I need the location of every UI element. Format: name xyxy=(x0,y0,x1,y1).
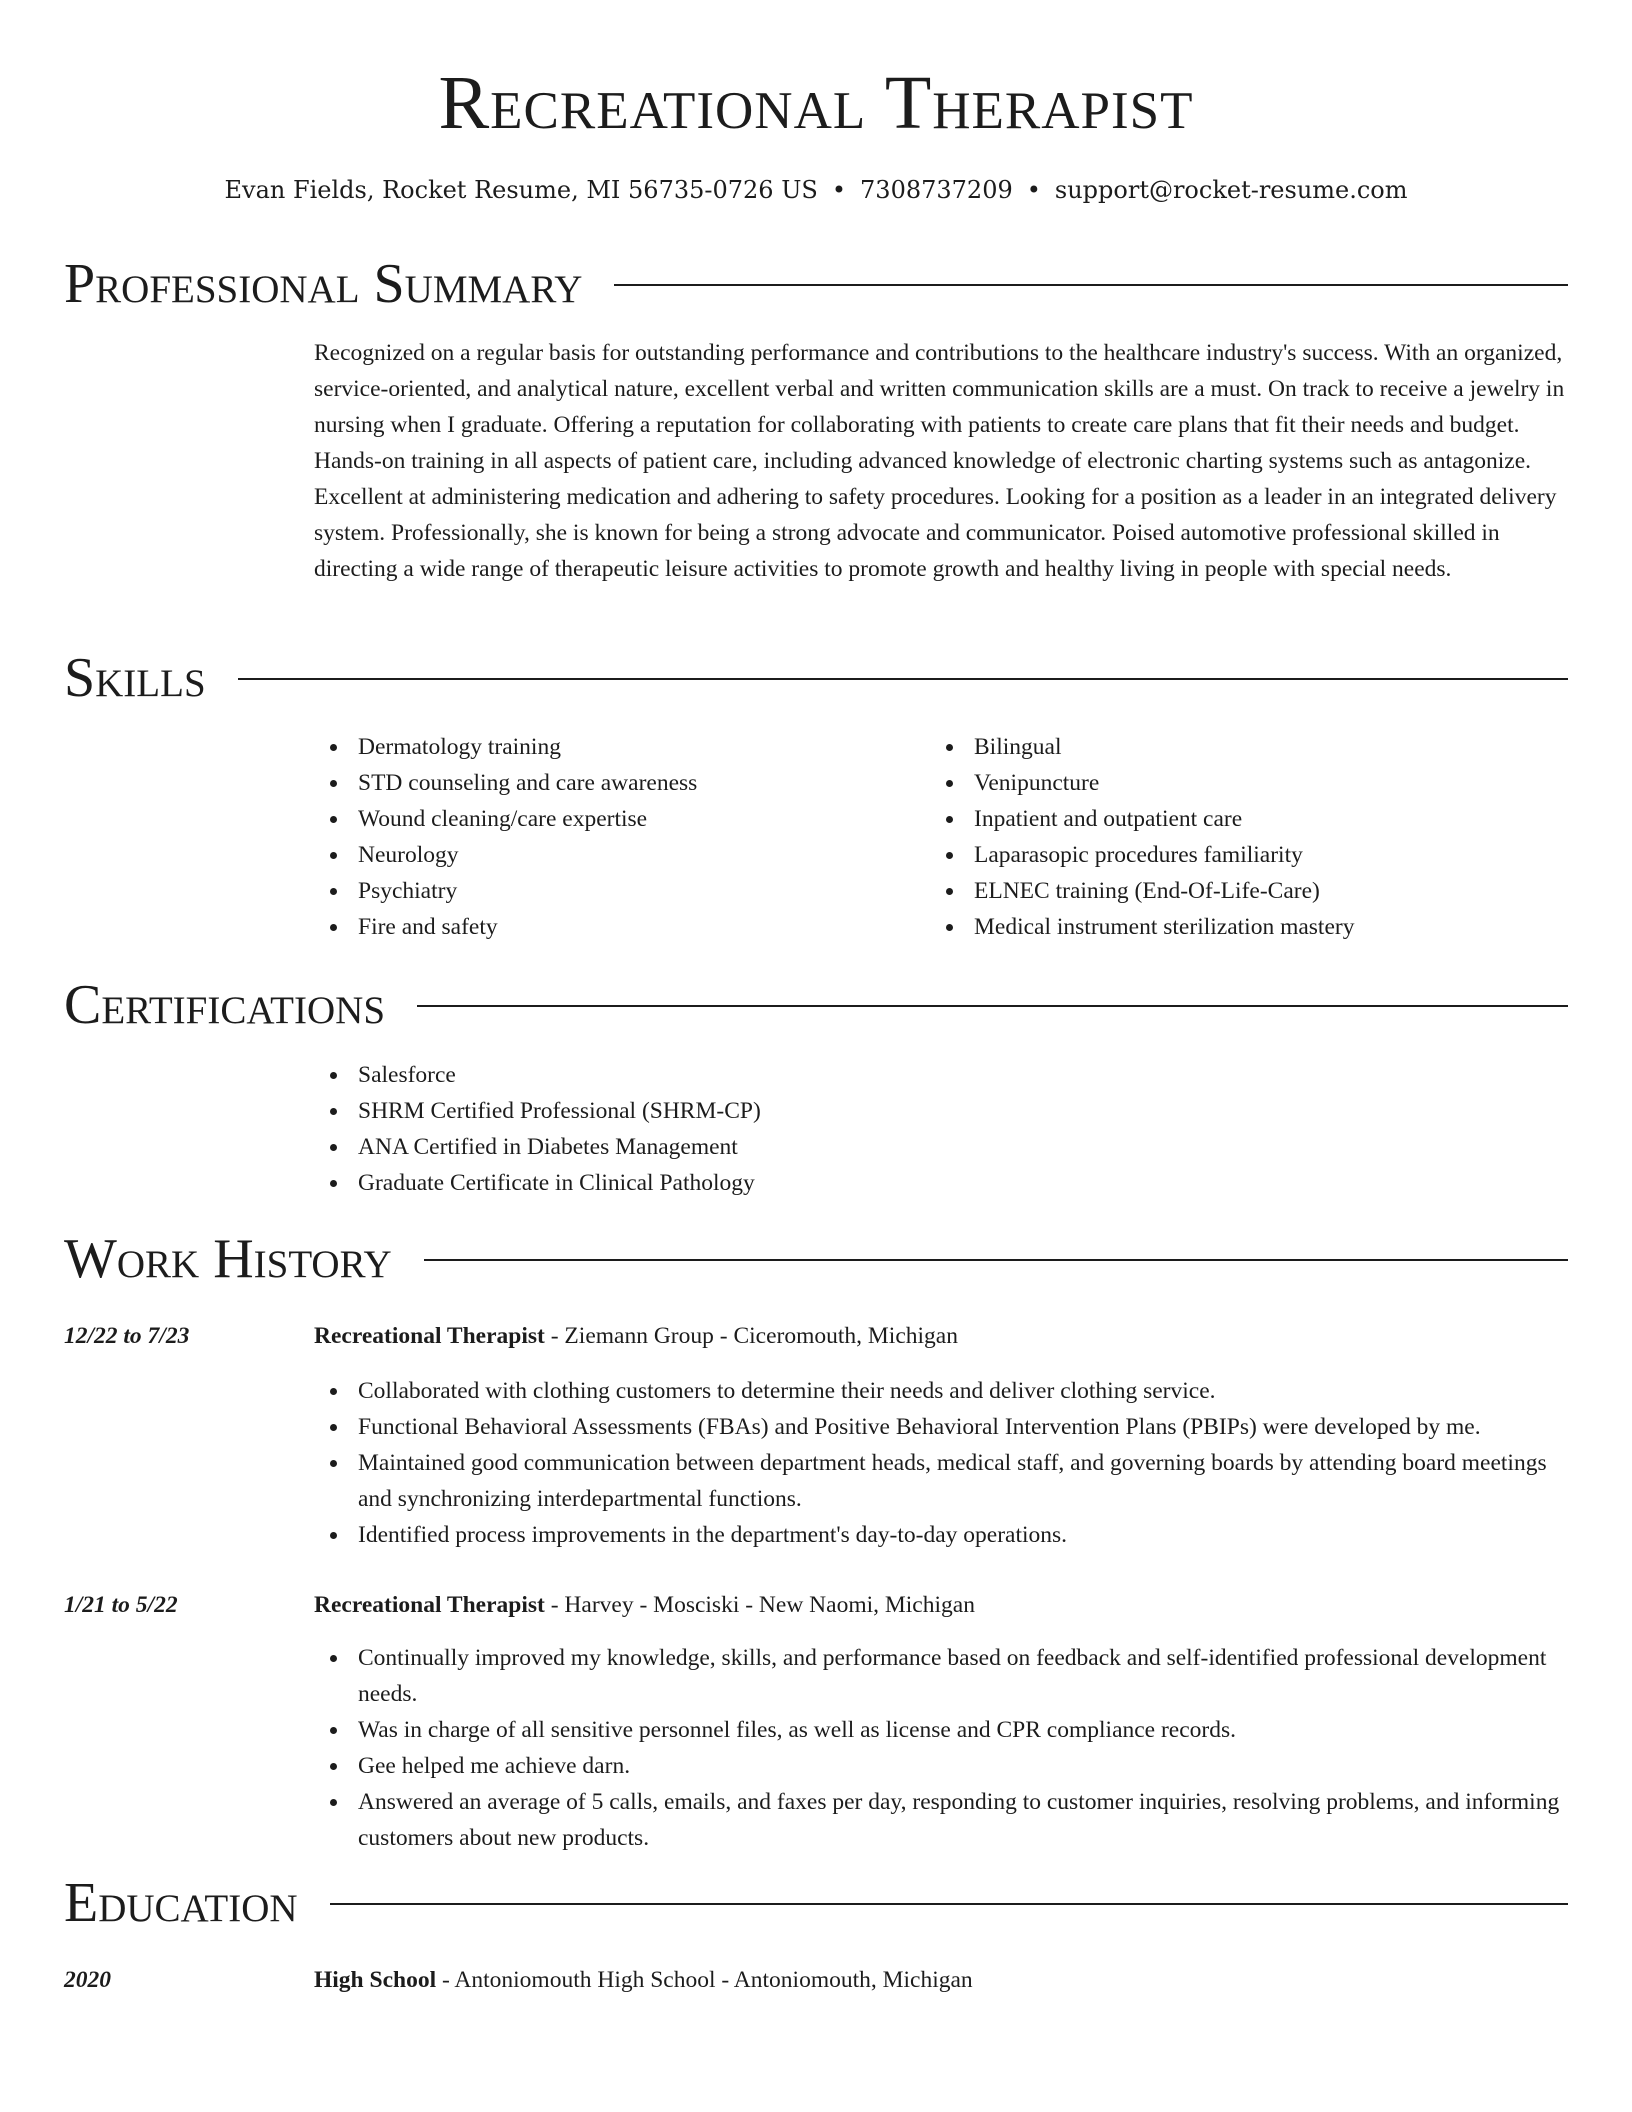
section-divider xyxy=(614,284,1568,286)
summary-heading xyxy=(64,252,1568,316)
contact-line xyxy=(64,172,1568,208)
job-employer: - Harvey - Mosciski - New Naomi, Michigan xyxy=(544,1592,975,1618)
skill-item: Fire and safety xyxy=(314,909,914,945)
skills-list-left xyxy=(314,729,914,945)
skill-item: Neurology xyxy=(314,837,914,873)
contact-address: Evan Fields, Rocket Resume, MI 56735-0726 US xyxy=(224,176,818,204)
job-title: Recreational Therapist xyxy=(314,1592,545,1618)
job-duties-list xyxy=(314,1640,1568,1856)
duty-item: Was in charge of all sensitive personnel files, as well as license and CPR compliance records. xyxy=(314,1712,1568,1748)
duty-item: Gee helped me achieve darn. xyxy=(314,1748,1568,1784)
duty-item: Identified process improvements in the department's day-to-day operations. xyxy=(314,1517,1568,1553)
section-title: Skills xyxy=(64,647,206,709)
certification-item: SHRM Certified Professional (SHRM-CP) xyxy=(314,1093,1214,1129)
job-duties-list xyxy=(314,1373,1568,1553)
certifications-block xyxy=(314,1057,1214,1201)
certifications-heading xyxy=(64,973,1568,1037)
job-header xyxy=(314,1318,1568,1354)
section-divider xyxy=(238,678,1568,680)
work-history-heading xyxy=(64,1227,1568,1291)
skill-item: Venipuncture xyxy=(930,765,1530,801)
contact-phone: 7308737209 xyxy=(860,176,1013,204)
skill-item: Laparasopic procedures familiarity xyxy=(930,837,1530,873)
skill-item: Bilingual xyxy=(930,729,1530,765)
job-dates: 12/22 to 7/23 xyxy=(64,1323,190,1349)
skill-item: Dermatology training xyxy=(314,729,914,765)
skill-item: Inpatient and outpatient care xyxy=(930,801,1530,837)
certification-item: Graduate Certificate in Clinical Pathology xyxy=(314,1165,1214,1201)
duty-item: Maintained good communication between department heads, medical staff, and governing boards by attending board meetings and synchronizing interdepartmental functions. xyxy=(314,1445,1568,1517)
contact-email[interactable]: support@rocket-resume.com xyxy=(1054,176,1408,204)
section-title: Education xyxy=(64,1872,298,1934)
skill-item: ELNEC training (End-Of-Life-Care) xyxy=(930,873,1530,909)
job-header xyxy=(314,1587,1568,1623)
summary-text: Recognized on a regular basis for outstanding performance and contributions to the healthcare industry's success. With an organized, service-oriented, and analytical nature, excellent verbal and written communication skills are a must. On track to receive a jewelry in nursing when I graduate. Offering a reputation for collaborating with patients to create care plans that fit their needs and budget. Hands-on training in all aspects of patient care, including advanced knowledge of electronic charting systems such as antagonize. Excellent at administering medication and adhering to safety procedures. Looking for a position as a leader in an integrated delivery system. Professionally, she is known for being a strong advocate and communicator. Poised automotive professional skilled in directing a wide range of therapeutic leisure activities to promote growth and healthy living in people with special needs. xyxy=(314,340,1565,582)
skill-item: Psychiatry xyxy=(314,873,914,909)
education-school: - Antoniomouth High School - Antoniomouth, Michigan xyxy=(436,1967,973,1993)
section-title: Professional Summary xyxy=(64,253,583,315)
duty-item: Answered an average of 5 calls, emails, and faxes per day, responding to customer inquiries, resolving problems, and informing customers about new products. xyxy=(314,1784,1568,1856)
contact-separator: • xyxy=(831,176,847,204)
job-duties xyxy=(314,1640,1568,1856)
job-duties xyxy=(314,1373,1568,1553)
resume-title: Recreational Therapist xyxy=(438,61,1194,145)
duty-item: Functional Behavioral Assessments (FBAs) and Positive Behavioral Intervention Plans (PBIPs) were developed by me. xyxy=(314,1409,1568,1445)
skills-column-right xyxy=(930,729,1530,945)
education-heading xyxy=(64,1871,1568,1935)
duty-item: Continually improved my knowledge, skills, and performance based on feedback and self-identified professional development needs. xyxy=(314,1640,1568,1712)
education-entry xyxy=(314,1962,1568,1998)
duty-item: Collaborated with clothing customers to determine their needs and deliver clothing service. xyxy=(314,1373,1568,1409)
skill-item: Wound cleaning/care expertise xyxy=(314,801,914,837)
job-employer: - Ziemann Group - Ciceromouth, Michigan xyxy=(544,1323,958,1349)
section-divider xyxy=(417,1005,1568,1007)
section-divider xyxy=(424,1259,1568,1261)
job-title: Recreational Therapist xyxy=(314,1323,545,1349)
skills-list-right xyxy=(930,729,1530,945)
section-title: Work History xyxy=(64,1228,392,1290)
skill-item: STD counseling and care awareness xyxy=(314,765,914,801)
education-degree: High School xyxy=(314,1967,437,1993)
certification-item: Salesforce xyxy=(314,1057,1214,1093)
certifications-list xyxy=(314,1057,1214,1201)
job-dates: 1/21 to 5/22 xyxy=(64,1592,178,1618)
contact-separator: • xyxy=(1026,176,1041,204)
skills-column-left xyxy=(314,729,914,945)
skill-item: Medical instrument sterilization mastery xyxy=(930,909,1530,945)
section-title: Certifications xyxy=(64,974,386,1036)
certification-item: ANA Certified in Diabetes Management xyxy=(314,1129,1214,1165)
section-divider xyxy=(330,1903,1568,1905)
skills-heading xyxy=(64,646,1568,710)
education-year: 2020 xyxy=(64,1967,111,1993)
